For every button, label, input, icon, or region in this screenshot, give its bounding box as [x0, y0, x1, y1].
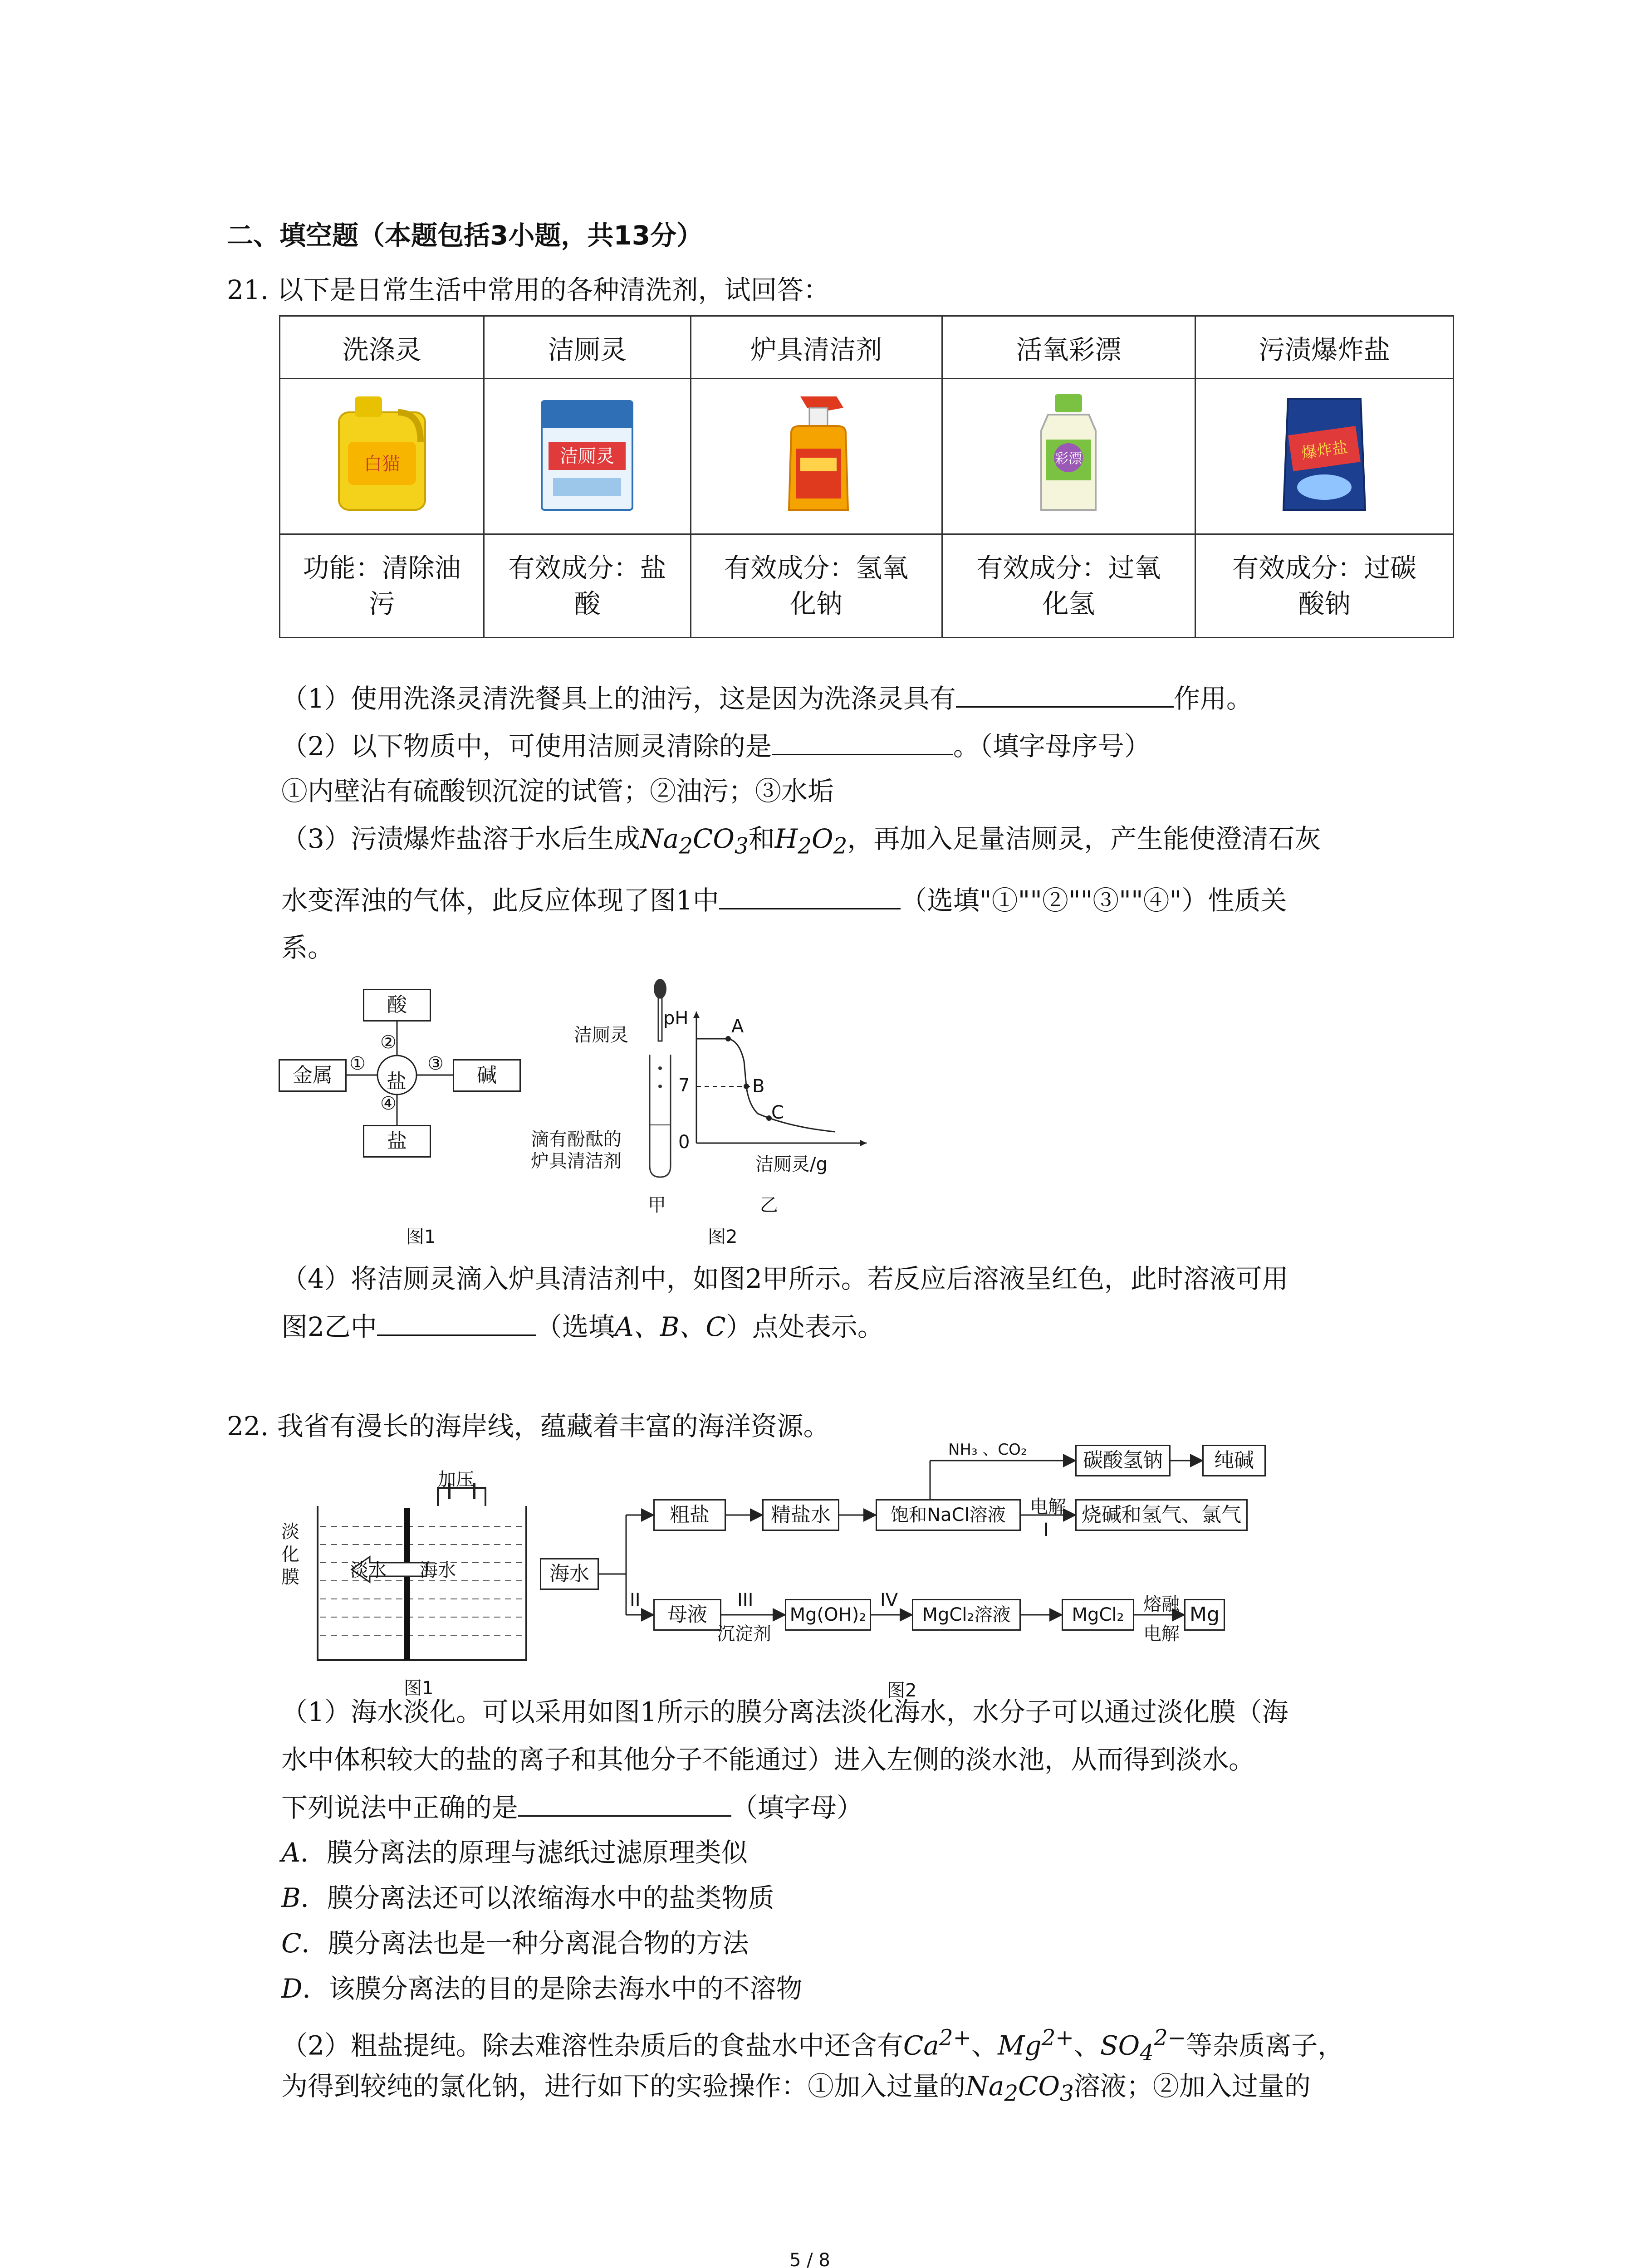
q22-fig1-caption: 图1: [404, 1678, 434, 1699]
q21-part3-line1: （3）污渍爆炸盐溶于水后生成$Na_2CO_3$和$H_2O_2$，再加入足量洁厕灵，产生能使澄清石灰: [281, 823, 1321, 859]
note-oxi-salt: 有效成分：过碳 酸钠: [1195, 534, 1454, 638]
flow-refined-brine: 精盐水: [762, 1499, 839, 1531]
detergent-brand: 白猫: [363, 454, 400, 474]
node-acid: 酸: [363, 989, 431, 1022]
fig2-point-b: B: [752, 1076, 765, 1097]
flow-mg: Mg: [1184, 1599, 1225, 1631]
q22-fig2-caption: 图2: [887, 1680, 917, 1701]
q22-part2-line2: 为得到较纯的氯化钠，进行如下的实验操作：①加入过量的$Na_2CO_3$溶液；②加入过量的: [281, 2071, 1311, 2107]
node-salt-bottom: 盐: [363, 1125, 431, 1158]
flow-caustic: 烧碱和氢气、氯气: [1075, 1499, 1248, 1531]
fig2-y-tick-7: 7: [678, 1075, 690, 1096]
fig1-pressure-label: 加压: [438, 1469, 474, 1490]
header-oxi-salt: 污渍爆炸盐: [1195, 316, 1454, 379]
fig1-caption: 图1: [406, 1227, 436, 1247]
section-title: 二、填空题（本题包括3小题，共13分）: [227, 220, 703, 251]
header-stove-cleaner: 炉具清洁剂: [691, 316, 942, 379]
fig1-membrane-2: 化: [281, 1544, 299, 1565]
q22-option-d: D．该膜分离法的目的是除去海水中的不溶物: [281, 1973, 803, 2004]
fig2-origin: 0: [678, 1132, 690, 1153]
q22-stem: 22. 我省有漫长的海岸线，蕴藏着丰富的海洋资源。: [227, 1411, 830, 1442]
flow-mgcl2: MgCl₂: [1062, 1599, 1134, 1631]
flow-step-ii: II: [630, 1590, 641, 1611]
flow-nh3-co2: NH₃ 、CO₂: [948, 1441, 1027, 1459]
fig2-caption: 图2: [708, 1227, 738, 1247]
flow-electrolysis: 电解: [1030, 1496, 1066, 1517]
flow-precipitant: 沉淀剂: [717, 1623, 771, 1644]
flow-electrolysis-2: 电解: [1143, 1623, 1180, 1644]
answer-blank-5[interactable]: [518, 1792, 731, 1817]
fig1-sea-water: 海水: [420, 1560, 456, 1581]
fig2-cleaner-label: 洁厕灵: [574, 1025, 628, 1046]
q21-stem: 21. 以下是日常生活中常用的各种清洗剂，试回答：: [227, 274, 830, 305]
flow-saturated-nacl: 饱和NaCl溶液: [876, 1499, 1021, 1531]
node-num-4: ④: [380, 1093, 397, 1114]
q22-part1-line2: 水中体积较大的盐的离子和其他分子不能通过）进入左侧的淡水池，从而得到淡水。: [281, 1744, 1255, 1775]
node-metal: 金属: [279, 1059, 347, 1092]
flow-melt: 熔融: [1143, 1594, 1180, 1615]
fig2-point-c: C: [771, 1102, 784, 1123]
header-detergent: 洗涤灵: [280, 316, 484, 379]
fig1-membrane-3: 膜: [281, 1567, 299, 1588]
flow-nahco3: 碳酸氢钠: [1075, 1445, 1171, 1476]
flow-step-i: I: [1043, 1520, 1049, 1540]
q21-part4-line1: （4）将洁厕灵滴入炉具清洁剂中，如图2甲所示。若反应后溶液呈红色，此时溶液可用: [281, 1263, 1288, 1294]
fig2-ylabel: pH: [663, 1008, 689, 1029]
flow-crude-salt: 粗盐: [653, 1499, 726, 1531]
fig2-xlabel: 洁厕灵/g: [755, 1154, 828, 1175]
note-bleach: 有效成分：过氧 化氢: [942, 534, 1195, 638]
header-toilet-cleaner: 洁厕灵: [484, 316, 691, 379]
fig2-point-a: A: [731, 1016, 744, 1037]
node-num-2: ②: [380, 1032, 397, 1053]
fig2-sub-yi: 乙: [760, 1195, 778, 1216]
flow-mgoh2: Mg(OH)₂: [785, 1599, 871, 1631]
flow-soda: 纯碱: [1202, 1445, 1266, 1476]
q22-part2-line1: （2）粗盐提纯。除去难溶性杂质后的食盐水中还含有$Ca^{2+}$、$Mg^{2+}$、$SO_4^{2-}$等杂质离子，: [281, 2025, 1344, 2066]
q22-part1-line1: （1）海水淡化。可以采用如图1所示的膜分离法淡化海水，水分子可以通过淡化膜（海: [281, 1696, 1288, 1727]
page-number: 5 / 8: [789, 2250, 830, 2268]
note-toilet-cleaner: 有效成分：盐 酸: [484, 534, 691, 638]
toilet-cleaner-brand: 洁厕灵: [560, 446, 615, 467]
node-salt-center: 盐: [387, 1070, 407, 1093]
q22-part1-line3: 下列说法中正确的是 （填字母）: [281, 1792, 863, 1823]
q21-part2-options: ①内壁沾有硫酸钡沉淀的试管；②油污；③水垢: [281, 776, 834, 807]
note-detergent: 功能：清除油 污: [280, 534, 484, 638]
node-num-3: ③: [427, 1053, 444, 1074]
q21-part2: （2）以下物质中，可使用洁厕灵清除的是 。（填字母序号）: [281, 731, 1151, 762]
q21-part1: （1）使用洗涤灵清洗餐具上的油污，这是因为洗涤灵具有 作用。: [281, 683, 1253, 714]
q22-option-a: A．膜分离法的原理与滤纸过滤原理类似: [281, 1837, 748, 1868]
fig2-tube-label-1: 滴有酚酞的: [531, 1129, 622, 1150]
flow-mgcl2-solution: MgCl₂溶液: [912, 1599, 1021, 1631]
oxi-salt-brand: 爆炸盐: [1300, 438, 1349, 463]
flow-step-iii: III: [737, 1590, 754, 1611]
node-num-1: ①: [349, 1053, 366, 1074]
fig1-fresh-water: 淡水: [350, 1560, 387, 1581]
note-stove-cleaner: 有效成分：氢氧 化钠: [691, 534, 942, 638]
q22-option-c: C．膜分离法也是一种分离混合物的方法: [281, 1928, 749, 1959]
q21-part3-line2: 水变浑浊的气体，此反应体现了图1中 （选填"①""②""③""④"）性质关: [281, 885, 1287, 916]
flow-step-iv: IV: [880, 1590, 898, 1611]
q21-part3-line3: 系。: [281, 932, 334, 963]
header-bleach: 活氧彩漂: [942, 316, 1195, 379]
bleach-brand: 彩漂: [1055, 451, 1083, 467]
fig2-tube-label-2: 炉具清洁剂: [531, 1151, 622, 1172]
fig1-membrane-1: 淡: [281, 1521, 299, 1542]
flow-seawater: 海水: [540, 1558, 599, 1590]
fig2-sub-jia: 甲: [648, 1195, 666, 1216]
flow-mother-liquor: 母液: [653, 1599, 721, 1631]
q21-part4-line2: 图2乙中 （选填A、B、C）点处表示。: [281, 1311, 884, 1342]
node-base: 碱: [453, 1059, 521, 1092]
q22-option-b: B．膜分离法还可以浓缩海水中的盐类物质: [281, 1882, 774, 1913]
